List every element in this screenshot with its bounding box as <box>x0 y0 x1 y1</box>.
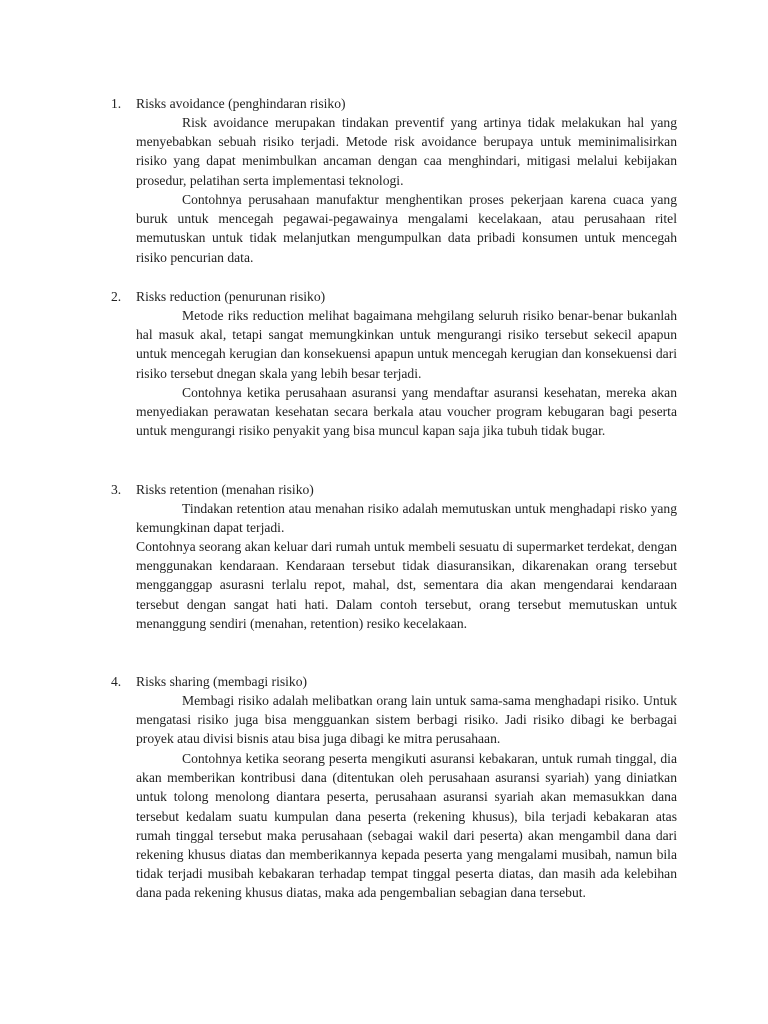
section-title: Risks sharing (membagi risiko) <box>136 674 308 689</box>
paragraph-definition: Metode riks reduction melihat bagaimana mehgilang seluruh risiko benar-benar bukanlah hal masuk akal, tetapi sangat memungkinkan untuk mengurangi risiko tersebut sekecil apapun untuk mencegah kerugian dan konsekuensi apapun untuk mencegah kerugian dan konsekuensi dari risiko tersebut dnegan skala yang lebih besar terjadi. <box>136 308 677 381</box>
paragraph-example: Contohnya seorang akan keluar dari rumah untuk membeli sesuatu di supermarket terdekat, dengan menggunakan kendaraan. Kendaraan tersebut tidak diasuransikan, dikarenakan orang tersebut mengganggap asurasni terlalu repot, mahal, dst, sementara dia akan mengendarai kendaraan tersebut dengan sangat hati hati. Dalam contoh tersebut, orang tersebut memutuskan untuk menanggung sendiri (menahan, retention) resiko kecelakaan. <box>136 539 677 631</box>
section-heading-risks-retention <box>111 480 314 499</box>
section-number: 2. <box>111 289 122 304</box>
paragraph-example: Contohnya perusahaan manufaktur menghentikan proses pekerjaan karena cuaca yang buruk untuk mencegah pegawai-pegawainya mengalami kecelakaan, atau perusahaan ritel memutuskan untuk tidak melanjutkan mengumpulkan data pribadi konsumen untuk mencegah risiko pencurian data. <box>136 192 677 265</box>
paragraph-definition: Membagi risiko adalah melibatkan orang lain untuk sama-sama menghadapi risiko. Untuk mengatasi risiko juga bisa mengguankan sistem berbagi risiko. Jadi risiko dibagi ke berbagai proyek atau divisi bisnis atau bisa juga dibagi ke mitra perusahaan. <box>136 693 677 747</box>
section-heading-risks-reduction <box>111 287 325 306</box>
paragraph-example: Contohnya ketika perusahaan asuransi yang mendaftar asuransi kesehatan, mereka akan menyediakan perawatan kesehatan secara berkala atau voucher program kebugaran bagi peserta untuk mengurangi risiko penyakit yang bisa muncul kapan saja jika tubuh tidak bugar. <box>136 385 677 439</box>
paragraph-example: Contohnya ketika seorang peserta mengikuti asuransi kebakaran, untuk rumah tinggal, dia akan memberikan kontribusi dana (ditentukan oleh perusahaan asuransi syariah) yang diniatkan untuk tolong menolong diantara peserta, perusahaan asuransi syariah akan memasukkan dana tersebut kedalam suatu kumpulan dana peserta (rekening khusus), bila terjadi kebakaran atas rumah tinggal tersebut maka perusahaan (sebagai wakil dari peserta) akan mengambil dana dari rekening khusus diatas dan memberikannya kepada peserta yang mengalami musibah, namun bila tidak terjadi musibah kebakaran terhadap tempat tinggal peserta diatas, dan masih ada kelebihan dana pada rekening khusus diatas, maka ada pengembalian sebagian dana tersebut. <box>136 751 677 901</box>
section-title: Risks avoidance (penghindaran risiko) <box>136 96 346 111</box>
paragraph-definition: Risk avoidance merupakan tindakan preventif yang artinya tidak melakukan hal yang menyebabkan sebuah risiko terjadi. Metode risk avoidance berupaya untuk meminimalisirkan risiko yang dapat menimbulkan ancaman dengan caa menghindari, mitigasi melalui kebijakan prosedur, pelatihan serta implementasi teknologi. <box>136 115 677 188</box>
section-heading-risks-sharing <box>111 672 307 691</box>
paragraph-definition: Tindakan retention atau menahan risiko adalah memutuskan untuk menghadapi risko yang kemungkinan dapat terjadi. <box>136 501 677 536</box>
section-title: Risks reduction (penurunan risiko) <box>136 289 326 304</box>
section-number: 3. <box>111 482 122 497</box>
section-title: Risks retention (menahan risiko) <box>136 482 314 497</box>
section-number: 1. <box>111 96 122 111</box>
section-number: 4. <box>111 674 122 689</box>
section-heading-risks-avoidance <box>111 94 346 113</box>
